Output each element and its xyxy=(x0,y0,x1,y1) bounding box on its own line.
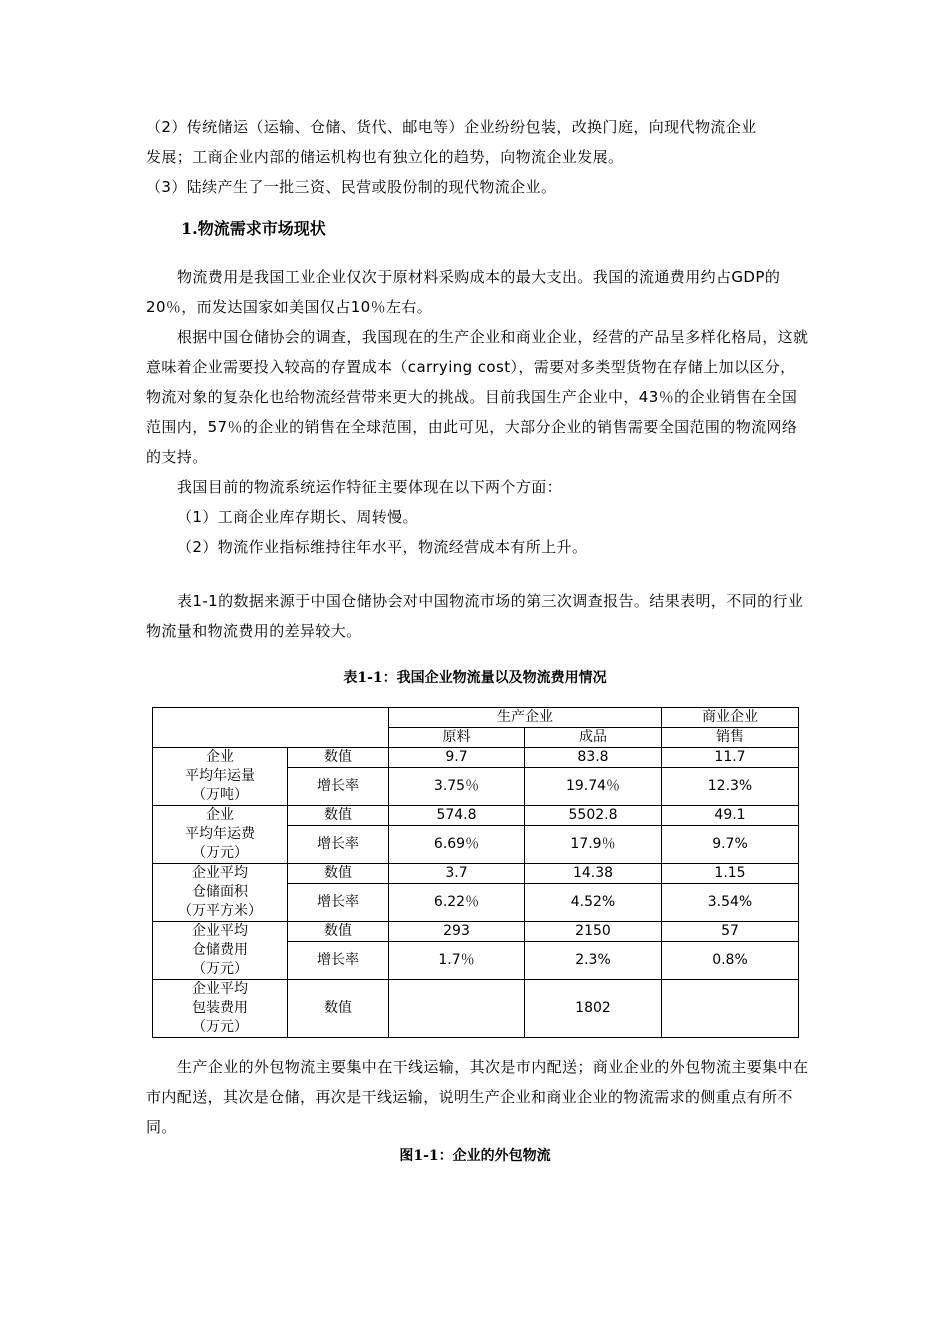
table-cell: 2.3% xyxy=(525,942,662,980)
table-cell: 5502.8 xyxy=(525,806,662,826)
table-intro xyxy=(146,586,810,646)
feature-item-2: （2）物流作业指标维持往年水平，物流经营成本有所上升。 xyxy=(177,538,588,556)
growth-label: 增长率 xyxy=(288,768,389,806)
table-cell: 1802 xyxy=(525,980,662,1038)
paragraph-features-intro: 我国目前的物流系统运作特征主要体现在以下两个方面： xyxy=(177,478,563,496)
table-cell: 293 xyxy=(389,922,525,942)
value-label: 数值 xyxy=(288,922,389,942)
table-cell: 1.7％ xyxy=(389,942,525,980)
table-cell: 4.52% xyxy=(525,884,662,922)
table-cell: 3.7 xyxy=(389,864,525,884)
table-row xyxy=(153,748,799,768)
row-head-freight: 企业 平均年运费 （万元） xyxy=(153,806,288,864)
paragraph-outsourcing: 生产企业的外包物流主要集中在干线运输，其次是市内配送；商业企业的外包物流主要集中在市内配送，其次是仓储，再次是干线运输，说明生产企业和商业企业的物流需求的侧重点有所不同。 xyxy=(146,1058,809,1136)
body-text xyxy=(146,262,810,562)
post-table-text xyxy=(146,1052,810,1142)
intro-item-2-line-2: 发展；工商企业内部的储运机构也有独立化的趋势，向物流企业发展。 xyxy=(146,148,624,166)
table-header-row-1 xyxy=(153,708,799,728)
table-cell: 17.9％ xyxy=(525,826,662,864)
value-label: 数值 xyxy=(288,748,389,768)
table-cell xyxy=(662,980,799,1038)
intro-item-3: （3）陆续产生了一批三资、民营或股份制的现代物流企业。 xyxy=(146,178,557,196)
intro-item-2-line-1: （2）传统储运（运输、仓储、货代、邮电等）企业纷纷包装，改换门庭，向现代物流企业 xyxy=(146,118,757,136)
table-cell xyxy=(389,980,525,1038)
table-cell: 0.8% xyxy=(662,942,799,980)
header-finished: 成品 xyxy=(525,728,662,748)
growth-label: 增长率 xyxy=(288,884,389,922)
table-cell: 2150 xyxy=(525,922,662,942)
table-row xyxy=(153,806,799,826)
table-row xyxy=(153,864,799,884)
table-row xyxy=(153,922,799,942)
section-heading: 1.物流需求市场现状 xyxy=(181,219,326,238)
table-cell: 1.15 xyxy=(662,864,799,884)
header-production: 生产企业 xyxy=(389,708,662,728)
figure-caption: 图1-1：企业的外包物流 xyxy=(399,1148,551,1164)
value-label: 数值 xyxy=(288,980,389,1038)
table-cell: 9.7 xyxy=(389,748,525,768)
paragraph-table-source: 表1-1的数据来源于中国仓储协会对中国物流市场的第三次调查报告。结果表明，不同的行业物流量和物流费用的差异较大。 xyxy=(146,592,804,640)
table-cell: 9.7% xyxy=(662,826,799,864)
growth-label: 增长率 xyxy=(288,942,389,980)
row-head-volume: 企业 平均年运量 （万吨） xyxy=(153,748,288,806)
growth-label: 增长率 xyxy=(288,826,389,864)
header-raw: 原料 xyxy=(389,728,525,748)
table-cell: 12.3% xyxy=(662,768,799,806)
row-head-storage-cost: 企业平均 仓储费用 （万元） xyxy=(153,922,288,980)
table-cell: 574.8 xyxy=(389,806,525,826)
row-head-packaging-cost: 企业平均 包装费用 （万元） xyxy=(153,980,288,1038)
header-sales: 销售 xyxy=(662,728,799,748)
table-caption: 表1-1：我国企业物流量以及物流费用情况 xyxy=(343,670,607,686)
paragraph-costs: 物流费用是我国工业企业仅次于原材料采购成本的最大支出。我国的流通费用约占GDP的20％，而发达国家如美国仅占10％左右。 xyxy=(146,268,781,316)
table-corner xyxy=(153,708,389,748)
table-cell: 49.1 xyxy=(662,806,799,826)
table-cell: 6.22％ xyxy=(389,884,525,922)
value-label: 数值 xyxy=(288,806,389,826)
table-cell: 57 xyxy=(662,922,799,942)
feature-item-1: （1）工商企业库存期长、周转慢。 xyxy=(177,508,418,526)
header-commerce: 商业企业 xyxy=(662,708,799,728)
value-label: 数值 xyxy=(288,864,389,884)
paragraph-survey: 根据中国仓储协会的调查，我国现在的生产企业和商业企业，经营的产品呈多样化格局，这就意味着企业需要投入较高的存置成本（carrying cost），需要对多类型货物在存储上加以区分，物流对象的复杂化也给物流经营带来更大的挑战。目前我国生产企业中，43％的企业销售在全国范围内，57％的企业的销售在全球范围，由此可见，大部分企业的销售需要全国范围的物流网络的支持。 xyxy=(146,328,809,466)
table-cell: 11.7 xyxy=(662,748,799,768)
table-row xyxy=(153,980,799,1038)
intro-list xyxy=(146,112,810,202)
table-cell: 14.38 xyxy=(525,864,662,884)
table-cell: 83.8 xyxy=(525,748,662,768)
table-cell: 3.54% xyxy=(662,884,799,922)
row-head-storage-area: 企业平均 仓储面积 （万平方米） xyxy=(153,864,288,922)
logistics-table xyxy=(152,707,799,1038)
table-cell: 19.74％ xyxy=(525,768,662,806)
table-cell: 3.75％ xyxy=(389,768,525,806)
table-cell: 6.69％ xyxy=(389,826,525,864)
